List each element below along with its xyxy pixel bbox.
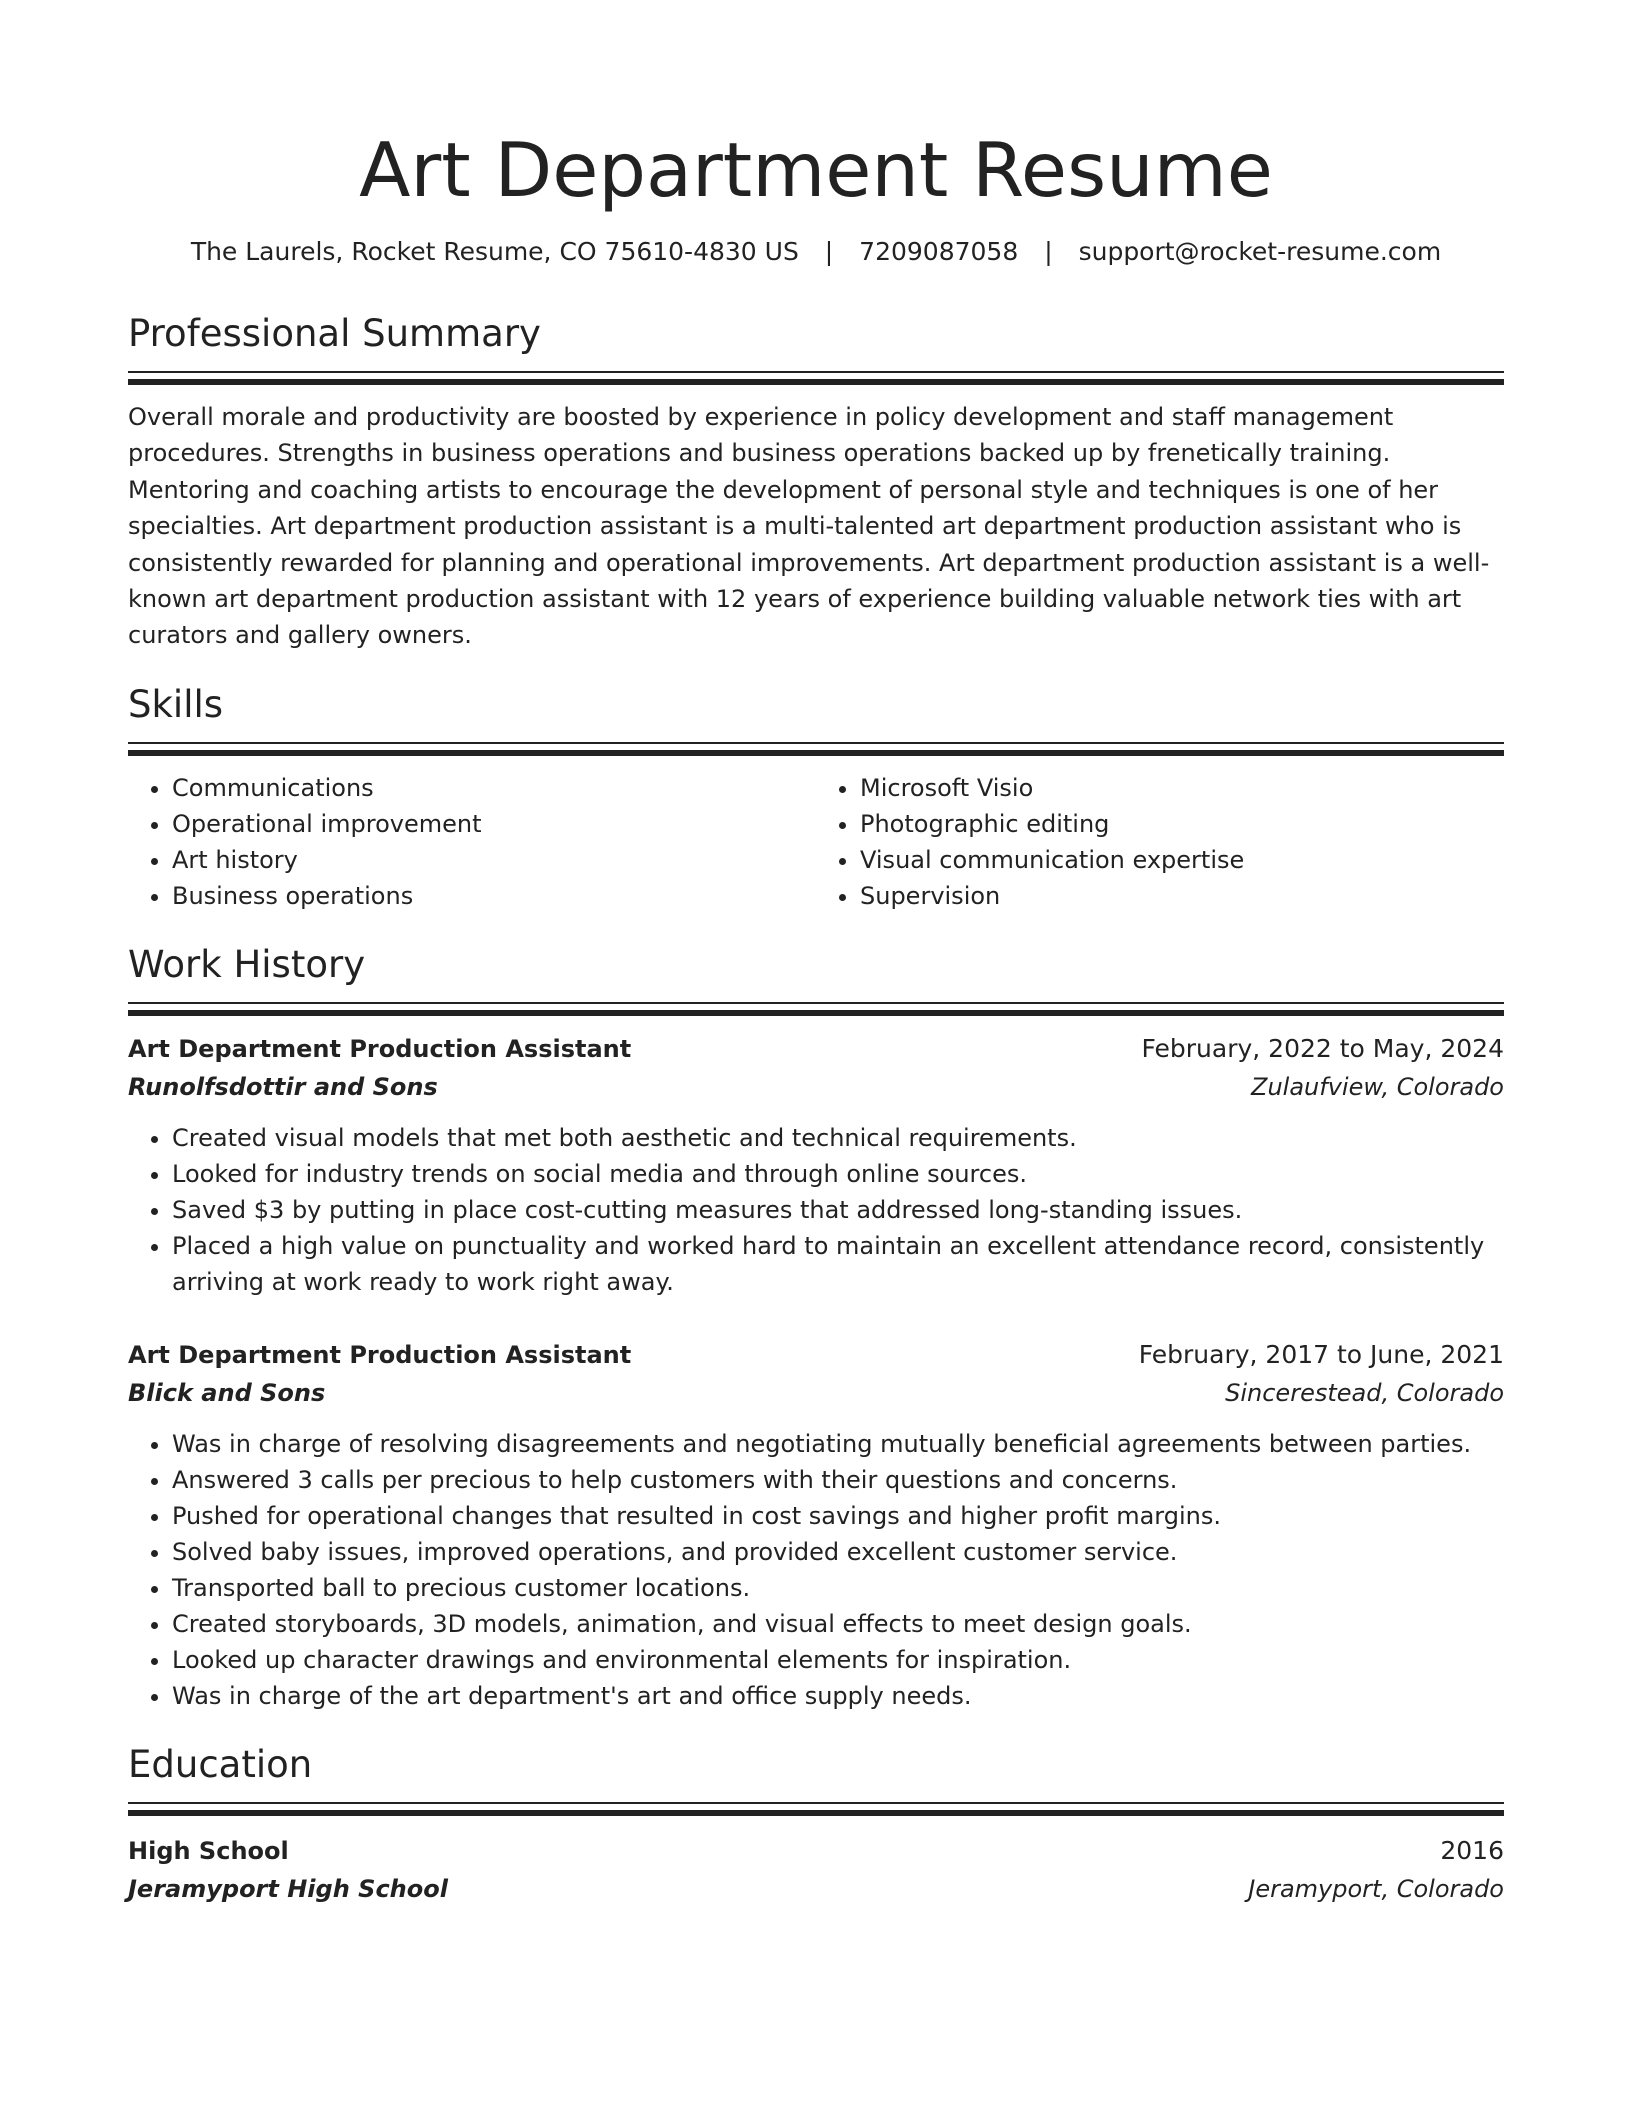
section-divider-thick: [128, 1010, 1504, 1016]
job-bullet: • Was in charge of resolving disagreements and negotiating mutually beneficial agreements between parties.: [172, 1426, 1504, 1462]
section-heading: Work History: [128, 942, 366, 986]
job-bullet: • Created storyboards, 3D models, animation, and visual effects to meet design goals.: [172, 1606, 1504, 1642]
skills-list: [128, 770, 1504, 914]
skill-item: • Visual communication expertise: [860, 842, 1504, 878]
education-section: [128, 1740, 1504, 1908]
skills-section: [128, 680, 1504, 914]
skill-item: • Business operations: [172, 878, 816, 914]
contact-email: support@rocket-resume.com: [1078, 237, 1442, 266]
resume-title: Art Department Resume: [359, 126, 1273, 214]
section-divider-thick: [128, 750, 1504, 756]
section-heading: Professional Summary: [128, 312, 541, 355]
resume-page: [128, 0, 1504, 1908]
education-degree: High School: [128, 1836, 289, 1865]
contact-line: [128, 235, 1504, 269]
section-divider: [128, 371, 1504, 373]
work-history-section: [128, 940, 1504, 1714]
summary-text: Overall morale and productivity are boosted by experience in policy development and staff management procedures. Strengths in business operations and business operations backed up by frenetically training. Mentoring and coaching artists to encourage the development of personal style and techniques is one of her specialties. Art department production assistant is a multi-talented art department production assistant who is consistently rewarded for planning and operational improvements. Art department production assistant is a well-known art department production assistant with 12 years of experience building valuable network ties with art curators and gallery owners.: [128, 403, 1490, 650]
skill-item: • Photographic editing: [860, 806, 1504, 842]
job-bullet: • Transported ball to precious customer locations.: [172, 1570, 1504, 1606]
education-location: Jeramyport, Colorado: [1248, 1874, 1504, 1903]
section-heading: Skills: [128, 682, 224, 726]
job-title: Art Department Production Assistant: [128, 1034, 632, 1063]
job-dates: February, 2022 to May, 2024: [1141, 1033, 1504, 1063]
skills-column-right: [816, 770, 1504, 914]
job-bullet: • Answered 3 calls per precious to help customers with their questions and concerns.: [172, 1462, 1504, 1498]
summary-section: [128, 309, 1504, 654]
skill-item: • Microsoft Visio: [860, 770, 1504, 806]
section-divider: [128, 1802, 1504, 1804]
skill-item: • Supervision: [860, 878, 1504, 914]
job-company: Runolfsdottir and Sons: [128, 1072, 438, 1101]
job-bullets: [128, 1426, 1504, 1714]
job-entry: [128, 1030, 1504, 1300]
job-header-row: [128, 1336, 1504, 1374]
section-divider-thick: [128, 379, 1504, 385]
job-bullet: • Was in charge of the art department's art and office supply needs.: [172, 1678, 1504, 1714]
education-school-row: [128, 1870, 1504, 1908]
section-divider-thick: [128, 1810, 1504, 1816]
education-header-row: [128, 1832, 1504, 1870]
skill-item: • Operational improvement: [172, 806, 816, 842]
job-entry: [128, 1336, 1504, 1714]
education-entry: [128, 1832, 1504, 1908]
section-divider: [128, 1002, 1504, 1004]
job-company-row: [128, 1374, 1504, 1412]
contact-separator: |: [824, 237, 834, 266]
job-location: Zulaufview, Colorado: [1251, 1072, 1504, 1101]
section-divider: [128, 742, 1504, 744]
contact-address: The Laurels, Rocket Resume, CO 75610-4830 US: [190, 237, 799, 266]
job-bullets: [128, 1120, 1504, 1300]
job-title: Art Department Production Assistant: [128, 1340, 632, 1369]
job-location: Sincerestead, Colorado: [1225, 1378, 1504, 1407]
contact-separator: |: [1044, 237, 1053, 266]
education-school: Jeramyport High School: [128, 1874, 448, 1903]
job-dates: February, 2017 to June, 2021: [1138, 1339, 1504, 1369]
job-bullet: • Pushed for operational changes that resulted in cost savings and higher profit margins.: [172, 1498, 1504, 1534]
job-bullet: • Placed a high value on punctuality and worked hard to maintain an excellent attendance record, consistently arriving at work ready to work right away.: [172, 1228, 1504, 1300]
job-bullet: • Created visual models that met both aesthetic and technical requirements.: [172, 1120, 1504, 1156]
job-header-row: [128, 1030, 1504, 1068]
skill-item: • Art history: [172, 842, 816, 878]
job-bullet: • Looked for industry trends on social media and through online sources.: [172, 1156, 1504, 1192]
education-year: 2016: [1440, 1835, 1504, 1865]
contact-phone: 7209087058: [859, 237, 1019, 266]
job-bullet: • Looked up character drawings and environmental elements for inspiration.: [172, 1642, 1504, 1678]
skills-column-left: [128, 770, 816, 914]
section-heading: Education: [128, 1742, 313, 1786]
skill-item: • Communications: [172, 770, 816, 806]
job-bullet: • Saved $3 by putting in place cost-cutting measures that addressed long-standing issues.: [172, 1192, 1504, 1228]
job-company-row: [128, 1068, 1504, 1106]
job-company: Blick and Sons: [128, 1378, 326, 1407]
job-bullet: • Solved baby issues, improved operations, and provided excellent customer service.: [172, 1534, 1504, 1570]
